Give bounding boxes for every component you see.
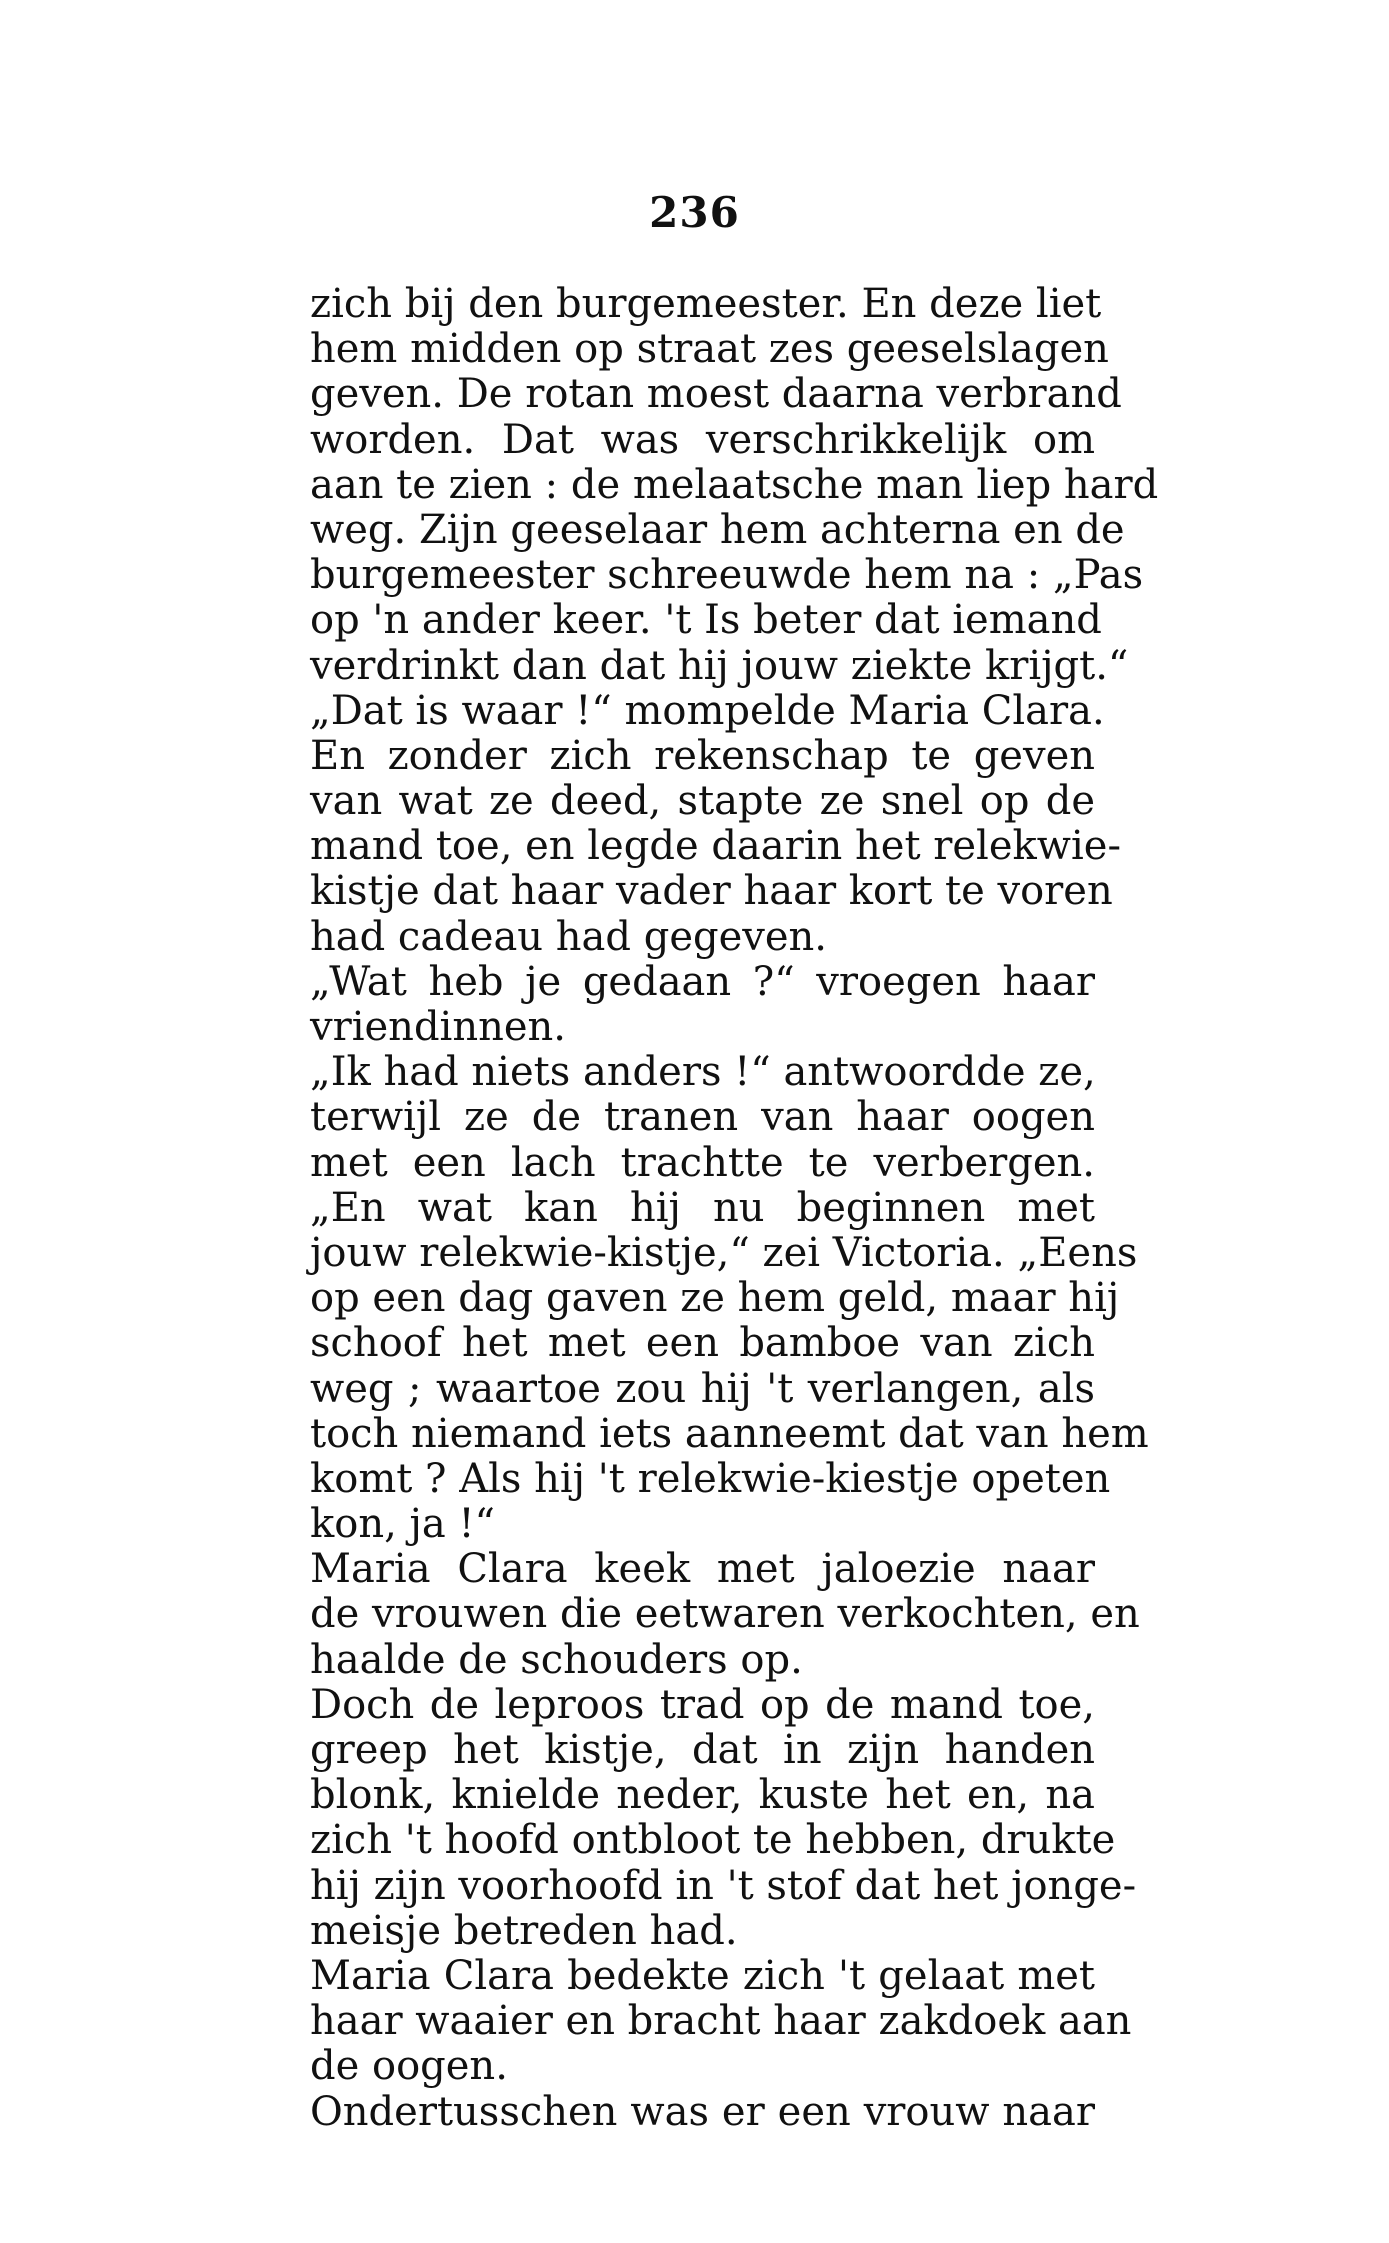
text-line: zich 't hoofd ontbloot te hebben, drukte	[310, 1817, 1116, 1864]
text-line: Maria Clara bedekte zich 't gelaat met	[310, 1952, 1095, 1999]
text-line: jouw relekwie-kistje,“ zei Victoria. „Eens	[310, 1229, 1138, 1276]
text-line: En zonder zich rekenschap te geven	[310, 732, 1095, 779]
text-line: aan te zien : de melaatsche man liep hard	[310, 461, 1159, 508]
text-line: Maria Clara keek met jaloezie naar	[310, 1546, 1095, 1593]
text-line: „Dat is waar !“ mompelde Maria Clara.	[310, 687, 1105, 734]
text-line: „En wat kan hij nu beginnen met	[310, 1184, 1095, 1231]
text-line: greep het kistje, dat in zijn handen	[310, 1727, 1095, 1773]
text-line: weg ; waartoe zou hij 't verlangen, als	[310, 1365, 1095, 1412]
text-line: weg. Zijn geeselaar hem achterna en de	[310, 506, 1125, 553]
text-line: blonk, knielde neder, kuste het en, na	[310, 1772, 1095, 1819]
text-line: toch niemand iets aanneemt dat van hem	[310, 1410, 1149, 1457]
text-line: verdrinkt dan dat hij jouw ziekte krijgt.“	[310, 642, 1129, 689]
text-line: mand toe, en legde daarin het relekwie-	[310, 823, 1121, 870]
text-line: geven. De rotan moest daarna verbrand	[310, 371, 1122, 418]
text-line: met een lach trachtte te verbergen.	[310, 1139, 1095, 1186]
text-line: van wat ze deed, stapte ze snel op de	[310, 778, 1095, 825]
text-line: vriendinnen.	[310, 1004, 567, 1050]
text-line: haar waaier en bracht haar zakdoek aan	[310, 1998, 1132, 2045]
text-line: Ondertusschen was er een vrouw naar	[310, 2088, 1095, 2135]
text-line: schoof het met een bamboe van zich	[310, 1320, 1095, 1367]
text-line: „Wat heb je gedaan ?“ vroegen haar	[310, 958, 1095, 1005]
text-line: terwijl ze de tranen van haar oogen	[310, 1094, 1095, 1141]
page-number: 236	[649, 188, 740, 237]
text-line: kistje dat haar vader haar kort te voren	[310, 868, 1113, 915]
text-line: op 'n ander keer. 't Is beter dat iemand	[310, 597, 1102, 644]
text-line: zich bij den burgemeester. En deze liet	[310, 281, 1102, 327]
text-line: meisje betreden had.	[310, 1907, 738, 1954]
text-line: „Ik had niets anders !“ antwoordde ze,	[310, 1049, 1096, 1096]
text-line: komt ? Als hij 't relekwie-kiestje opeten	[310, 1455, 1111, 1502]
body-text	[310, 281, 1159, 2135]
text-line: haalde de schouders op.	[310, 1636, 803, 1683]
text-line: de vrouwen die eetwaren verkochten, en	[310, 1591, 1140, 1638]
text-line: op een dag gaven ze hem geld, maar hij	[310, 1275, 1120, 1322]
text-line: burgemeester schreeuwde hem na : „Pas	[310, 552, 1144, 599]
text-line: worden. Dat was verschrikkelijk om	[310, 416, 1095, 463]
text-line: Doch de leproos trad op de mand toe,	[310, 1681, 1095, 1728]
text-line: kon, ja !“	[310, 1501, 495, 1548]
text-line: hem midden op straat zes geeselslagen	[310, 326, 1109, 373]
text-line: had cadeau had gegeven.	[310, 913, 828, 960]
text-line: hij zijn voorhoofd in 't stof dat het jonge-	[310, 1862, 1137, 1909]
text-line: de oogen.	[310, 2043, 508, 2090]
